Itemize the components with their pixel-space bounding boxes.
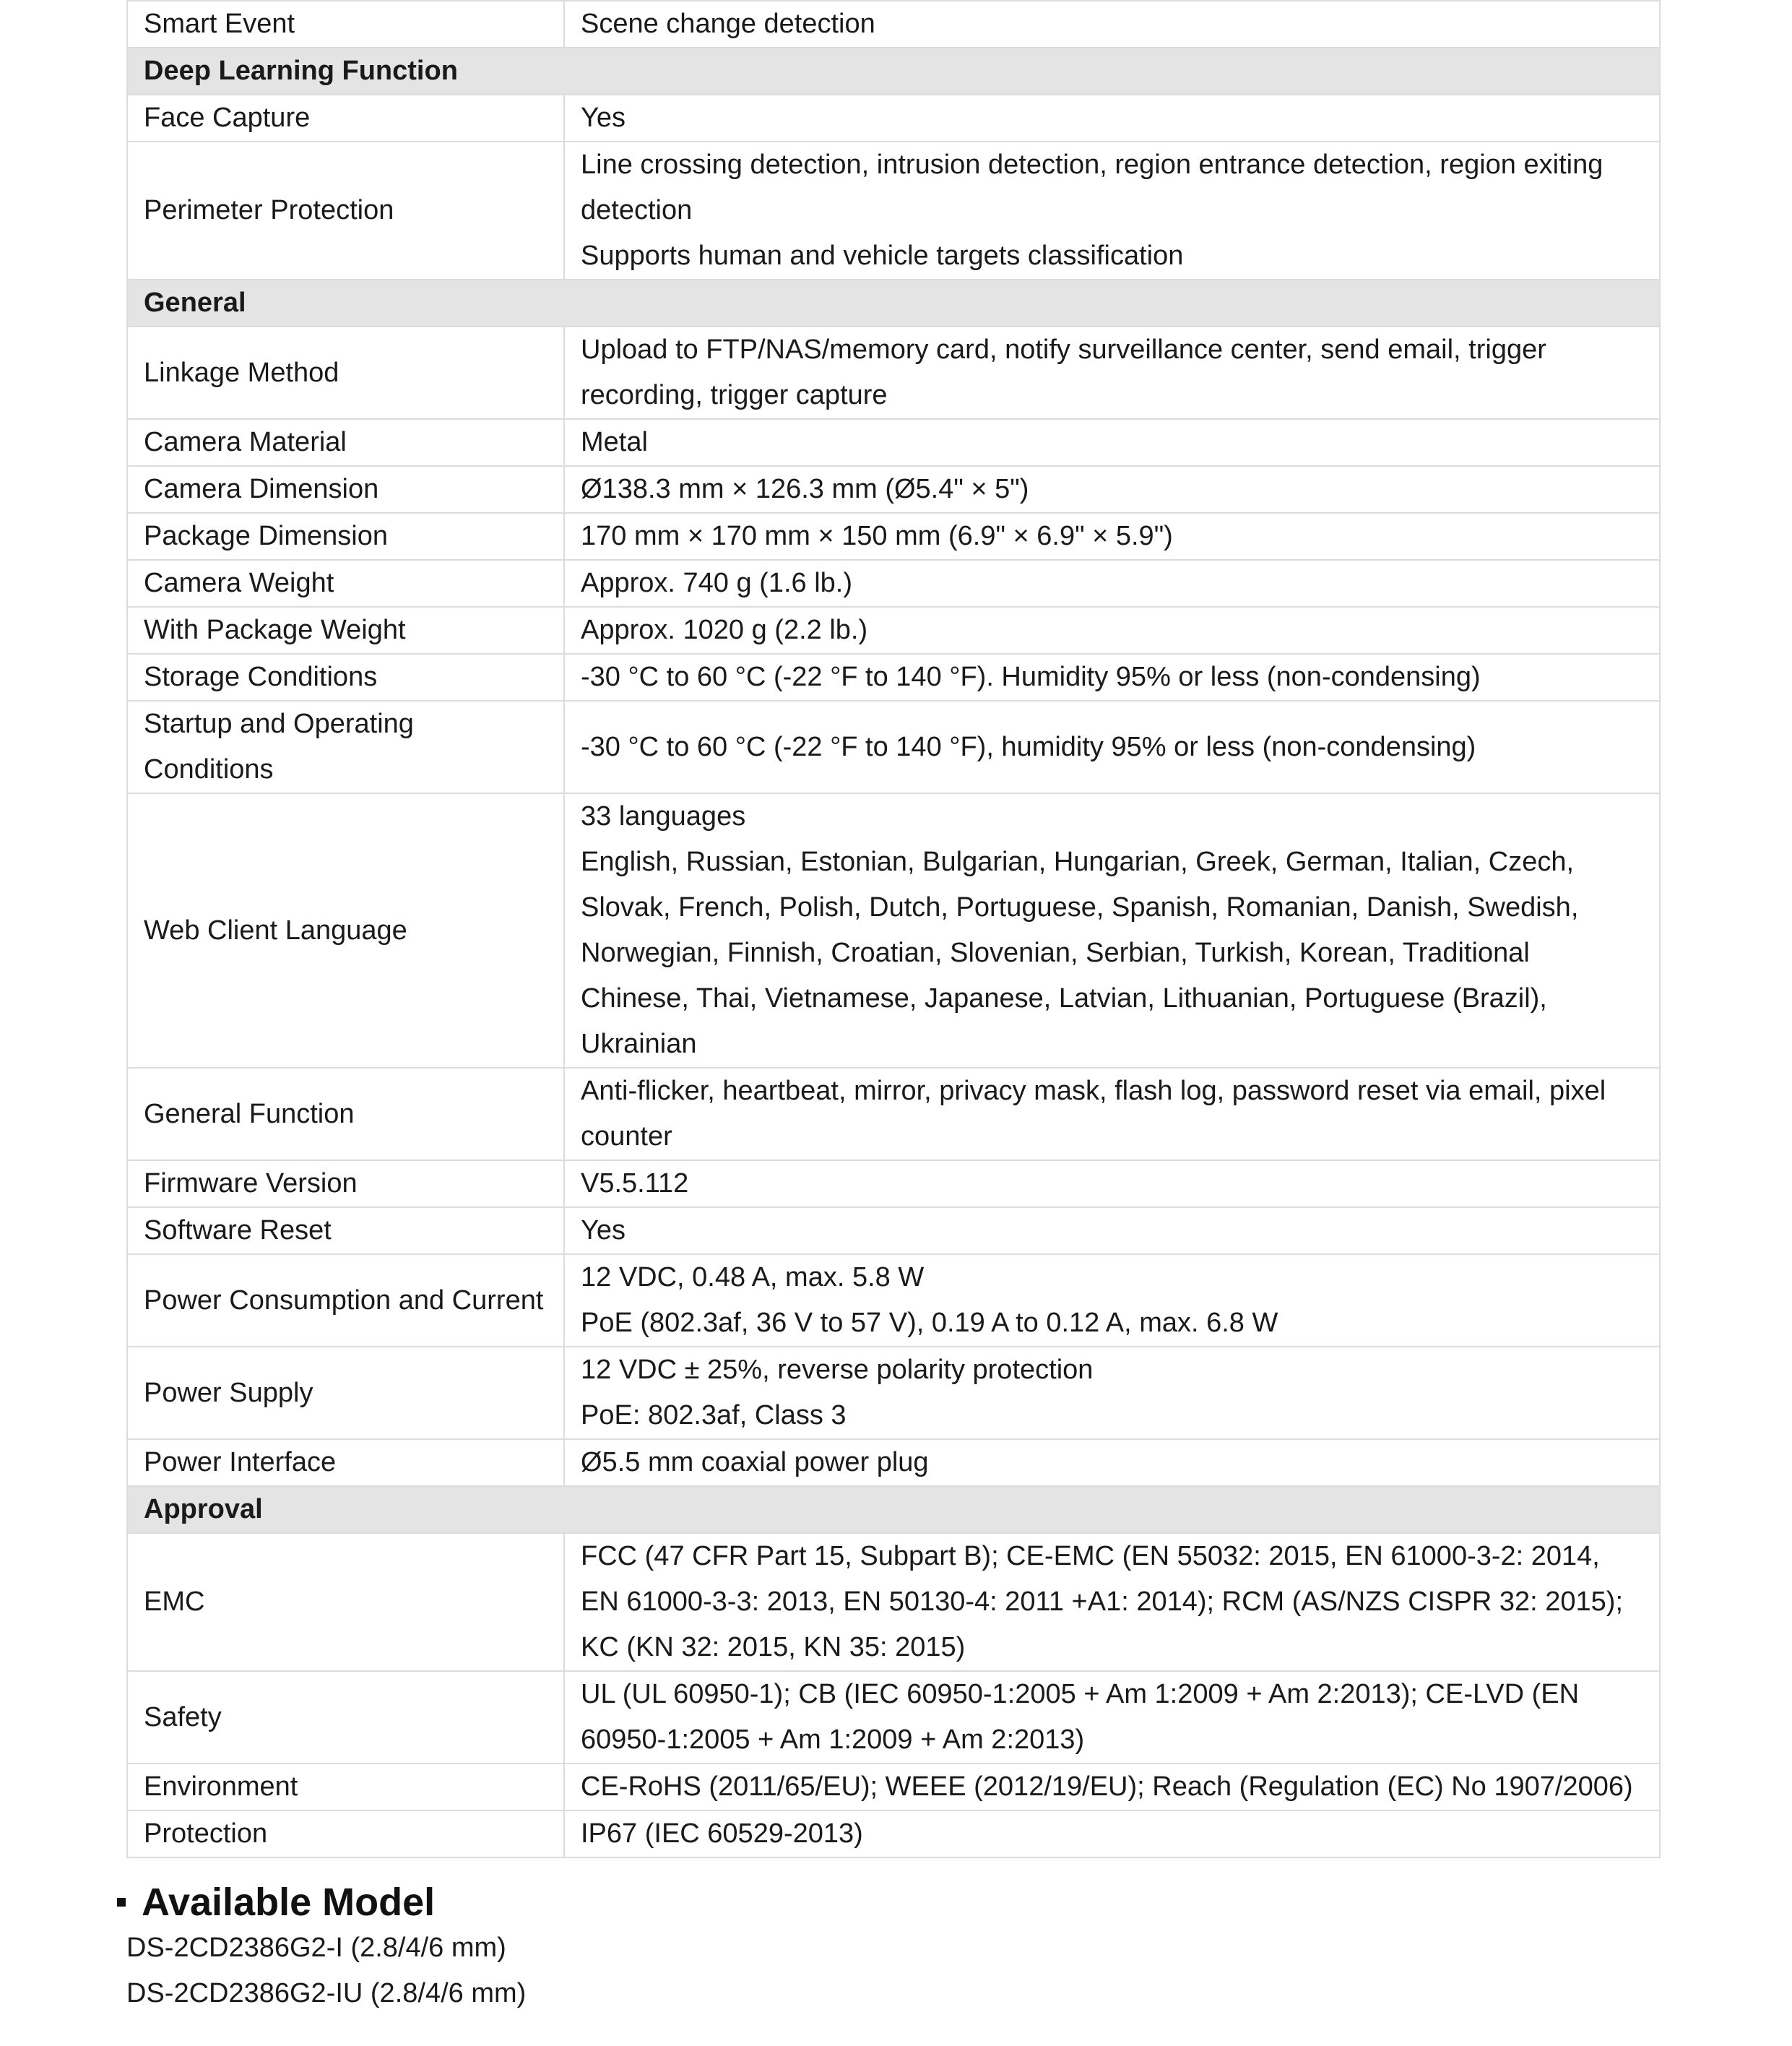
spec-value-line: English, Russian, Estonian, Bulgarian, Hungarian, Greek, German, Italian, Czech, Slovak, French, Polish, Dutch, Portuguese, Spanish, Romanian, Danish, Swedish, Norwegian, Finnish, Croatian, Slovenian, Serbian, Turkish, Korean, Traditional Chinese, Thai, Vietnamese, Japanese, Latvian, Lithuanian, Portuguese (Brazil), Ukrainian xyxy=(581,847,1579,1059)
square-bullet-icon xyxy=(117,1898,126,1907)
table-row xyxy=(127,1764,1660,1810)
spec-value-line: Ø5.5 mm coaxial power plug xyxy=(581,1447,929,1477)
spec-value-line: Metal xyxy=(581,427,648,457)
spec-label: Camera Weight xyxy=(127,560,564,607)
spec-label: Linkage Method xyxy=(127,327,564,419)
spec-value xyxy=(564,1810,1660,1857)
spec-value xyxy=(564,793,1660,1068)
model-item: DS-2CD2386G2-I (2.8/4/6 mm) xyxy=(126,1933,506,1963)
spec-label: Power Supply xyxy=(127,1347,564,1439)
table-row xyxy=(127,1533,1660,1671)
table-row xyxy=(127,95,1660,142)
table-row xyxy=(127,466,1660,513)
spec-value xyxy=(564,142,1660,280)
available-model-list xyxy=(126,1925,993,2016)
spec-label: Software Reset xyxy=(127,1207,564,1254)
table-row xyxy=(127,1207,1660,1254)
spec-value xyxy=(564,1068,1660,1160)
spec-value-line: Yes xyxy=(581,1215,626,1246)
table-row xyxy=(127,560,1660,607)
spec-value-line: CE-RoHS (2011/65/EU); WEEE (2012/19/EU); Reach (Regulation (EC) No 1907/2006) xyxy=(581,1771,1633,1802)
table-row xyxy=(127,1347,1660,1439)
section-title: General xyxy=(127,280,1660,327)
spec-value xyxy=(564,1254,1660,1347)
spec-label: Protection xyxy=(127,1810,564,1857)
spec-value-line: Supports human and vehicle targets classification xyxy=(581,241,1184,271)
table-row xyxy=(127,513,1660,560)
section-header-row xyxy=(127,48,1660,95)
table-row xyxy=(127,701,1660,793)
spec-value-line: Yes xyxy=(581,103,626,133)
spec-value-line: 12 VDC, 0.48 A, max. 5.8 W xyxy=(581,1262,925,1292)
spec-value-line: Line crossing detection, intrusion detection, region entrance detection, region exiting detection xyxy=(581,150,1603,225)
spec-value xyxy=(564,1207,1660,1254)
available-model-title: Available Model xyxy=(142,1881,436,1924)
table-row xyxy=(127,1671,1660,1764)
spec-label: With Package Weight xyxy=(127,607,564,654)
spec-value-line: Anti-flicker, heartbeat, mirror, privacy mask, flash log, password reset via email, pixel counter xyxy=(581,1076,1606,1152)
spec-label: General Function xyxy=(127,1068,564,1160)
table-row xyxy=(127,142,1660,280)
spec-value-line: Approx. 740 g (1.6 lb.) xyxy=(581,568,852,598)
section-header-row xyxy=(127,1486,1660,1533)
table-row xyxy=(127,1254,1660,1347)
spec-value-line: -30 °C to 60 °C (-22 °F to 140 °F). Humidity 95% or less (non-condensing) xyxy=(581,662,1481,692)
spec-value-line: PoE (802.3af, 36 V to 57 V), 0.19 A to 0.12 A, max. 6.8 W xyxy=(581,1308,1278,1338)
spec-value xyxy=(564,1439,1660,1486)
spec-value-line: PoE: 802.3af, Class 3 xyxy=(581,1400,847,1430)
spec-value xyxy=(564,513,1660,560)
spec-label: Camera Material xyxy=(127,419,564,466)
spec-label: EMC xyxy=(127,1533,564,1671)
table-row xyxy=(127,1068,1660,1160)
spec-label: Startup and Operating Conditions xyxy=(127,701,564,793)
table-row xyxy=(127,1810,1660,1857)
spec-value xyxy=(564,560,1660,607)
spec-label: Package Dimension xyxy=(127,513,564,560)
available-model-heading xyxy=(117,1877,435,1928)
spec-value-line: Approx. 1020 g (2.2 lb.) xyxy=(581,615,868,645)
spec-label: Smart Event xyxy=(127,1,564,48)
spec-value xyxy=(564,1671,1660,1764)
table-row xyxy=(127,1439,1660,1486)
spec-label: Face Capture xyxy=(127,95,564,142)
section-header-row xyxy=(127,280,1660,327)
spec-value-line: 33 languages xyxy=(581,801,746,832)
spec-label: Web Client Language xyxy=(127,793,564,1068)
spec-value xyxy=(564,419,1660,466)
table-row xyxy=(127,1160,1660,1207)
spec-value-line: 170 mm × 170 mm × 150 mm (6.9" × 6.9" × 5.9") xyxy=(581,521,1173,551)
table-row xyxy=(127,327,1660,419)
specifications-table xyxy=(126,0,1661,1858)
table-row xyxy=(127,1,1660,48)
spec-value xyxy=(564,1,1660,48)
spec-value xyxy=(564,1160,1660,1207)
spec-value-line: UL (UL 60950-1); CB (IEC 60950-1:2005 + Am 1:2009 + Am 2:2013); CE-LVD (EN 60950-1:2005 + Am 1:2009 + Am 2:2013) xyxy=(581,1679,1580,1755)
spec-value xyxy=(564,1764,1660,1810)
spec-value-line: V5.5.112 xyxy=(581,1168,689,1199)
spec-value-line: 12 VDC ± 25%, reverse polarity protection xyxy=(581,1355,1094,1385)
table-row xyxy=(127,607,1660,654)
table-row xyxy=(127,654,1660,701)
spec-value-line: -30 °C to 60 °C (-22 °F to 140 °F), humidity 95% or less (non-condensing) xyxy=(581,731,1476,762)
spec-value xyxy=(564,327,1660,419)
spec-value xyxy=(564,1347,1660,1439)
spec-label: Power Interface xyxy=(127,1439,564,1486)
spec-value xyxy=(564,654,1660,701)
spec-label: Environment xyxy=(127,1764,564,1810)
spec-value xyxy=(564,701,1660,793)
spec-value-line: Scene change detection xyxy=(581,9,875,39)
spec-label: Storage Conditions xyxy=(127,654,564,701)
spec-value xyxy=(564,1533,1660,1671)
spec-value-line: Upload to FTP/NAS/memory card, notify surveillance center, send email, trigger recording, trigger capture xyxy=(581,334,1546,410)
table-row xyxy=(127,419,1660,466)
spec-label: Perimeter Protection xyxy=(127,142,564,280)
specifications-table-body xyxy=(127,1,1660,1857)
spec-label: Power Consumption and Current xyxy=(127,1254,564,1347)
spec-value xyxy=(564,466,1660,513)
spec-value-line: FCC (47 CFR Part 15, Subpart B); CE-EMC (EN 55032: 2015, EN 61000-3-2: 2014, EN 61000-3-3: 2013, EN 50130-4: 2011 +A1: 2014); RCM (AS/NZS CISPR 32: 2015); KC (KN 32: 2015, KN 35: 2015) xyxy=(581,1541,1624,1662)
spec-label: Camera Dimension xyxy=(127,466,564,513)
table-row xyxy=(127,793,1660,1068)
model-item: DS-2CD2386G2-IU (2.8/4/6 mm) xyxy=(126,1978,527,2008)
section-title: Deep Learning Function xyxy=(127,48,1660,95)
spec-value-line: Ø138.3 mm × 126.3 mm (Ø5.4" × 5") xyxy=(581,474,1029,504)
spec-value xyxy=(564,607,1660,654)
spec-label: Safety xyxy=(127,1671,564,1764)
section-title: Approval xyxy=(127,1486,1660,1533)
spec-value-line: IP67 (IEC 60529-2013) xyxy=(581,1818,863,1849)
spec-label: Firmware Version xyxy=(127,1160,564,1207)
spec-value xyxy=(564,95,1660,142)
